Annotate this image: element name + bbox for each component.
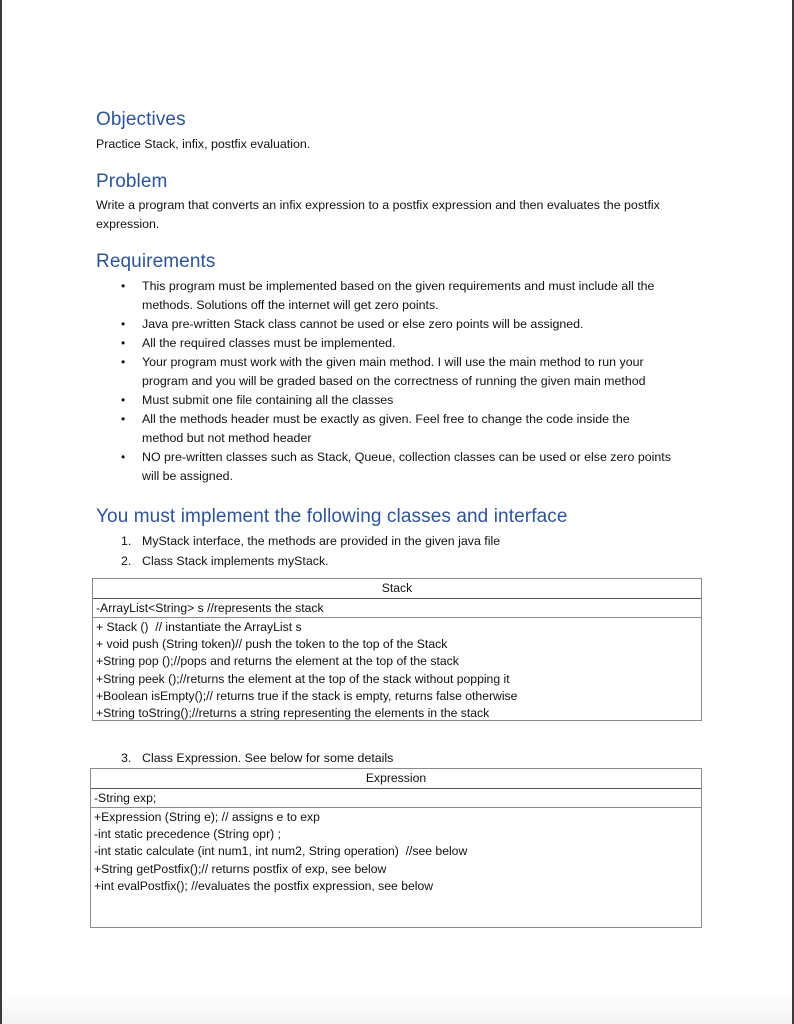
bullet-icon: • [121, 412, 126, 426]
stack-class-title: Stack [93, 579, 701, 599]
stack-class-diagram [92, 578, 702, 721]
requirement-item: • All the required classes must be implemented. [116, 334, 736, 353]
method-row: + void push (String token)// push the token to the top of the Stack [96, 637, 448, 652]
problem-text-line-2: expression. [96, 217, 160, 231]
expression-class-methods [91, 808, 701, 895]
bullet-icon: • [121, 336, 126, 350]
implement-list-continued [116, 748, 716, 768]
objectives-text: Practice Stack, infix, postfix evaluation. [96, 137, 311, 151]
method-row: +String toString();//returns a string representing the elements in the stack [96, 706, 490, 721]
requirement-item: • Java pre-written Stack class cannot be used or else zero points will be assigned. [116, 315, 736, 334]
bullet-icon: • [121, 393, 126, 407]
stack-class-methods [93, 618, 701, 722]
method-row: -int static precedence (String opr) ; [94, 827, 281, 842]
method-row: +Expression (String e); // assigns e to exp [94, 810, 320, 824]
bullet-icon: • [121, 317, 126, 331]
expression-class-field: -String exp; [91, 789, 701, 808]
problem-text-line-1: Write a program that converts an infix expression to a postfix expression and then evaluates the postfix [96, 198, 660, 212]
implement-list [116, 531, 716, 571]
requirement-item: • Must submit one file containing all the classes [116, 391, 736, 410]
requirement-item: • This program must be implemented based on the given requirements and must include all the methods. Solutions off the internet will get zero points. [121, 279, 655, 312]
implement-item: 2. Class Stack implements myStack. [121, 554, 329, 568]
method-row: +int evalPostfix(); //evaluates the postfix expression, see below [94, 878, 434, 893]
stack-class-field: -ArrayList<String> s //represents the stack [93, 599, 701, 618]
method-row: -int static calculate (int num1, int num2, String operation) //see below [94, 844, 468, 859]
method-row: +String pop ();//pops and returns the element at the top of the stack [96, 654, 459, 669]
requirements-heading: Requirements [96, 251, 216, 272]
requirements-list [116, 277, 736, 486]
problem-text [96, 196, 716, 234]
bullet-icon: • [121, 355, 126, 369]
method-row: + Stack () // instantiate the ArrayList s [96, 620, 302, 634]
problem-heading: Problem [96, 171, 168, 192]
expression-class-diagram [90, 768, 702, 928]
expression-class-title: Expression [91, 769, 701, 789]
method-row: +Boolean isEmpty();// returns true if the stack is empty, returns false otherwise [96, 688, 518, 703]
method-row: +String peek ();//returns the element at the top of the stack without popping it [96, 671, 510, 686]
implement-item: 1. MyStack interface, the methods are provided in the given java file [121, 534, 501, 548]
objectives-heading: Objectives [96, 109, 186, 130]
method-row: +String getPostfix();// returns postfix of exp, see below [94, 861, 387, 876]
bullet-icon: • [121, 450, 126, 464]
requirement-item: • Your program must work with the given main method. I will use the main method to run your program and you will be graded based on the correctness of running the given main method [121, 355, 646, 388]
implement-item: 3. Class Expression. See below for some details [121, 751, 394, 765]
bullet-icon: • [121, 279, 126, 293]
implement-heading: You must implement the following classes and interface [96, 506, 568, 527]
requirement-item: • All the methods header must be exactly as given. Feel free to change the code inside the method but not method header [121, 412, 630, 445]
requirement-item: • NO pre-written classes such as Stack, Queue, collection classes can be used or else zero points will be assigned. [121, 450, 671, 483]
